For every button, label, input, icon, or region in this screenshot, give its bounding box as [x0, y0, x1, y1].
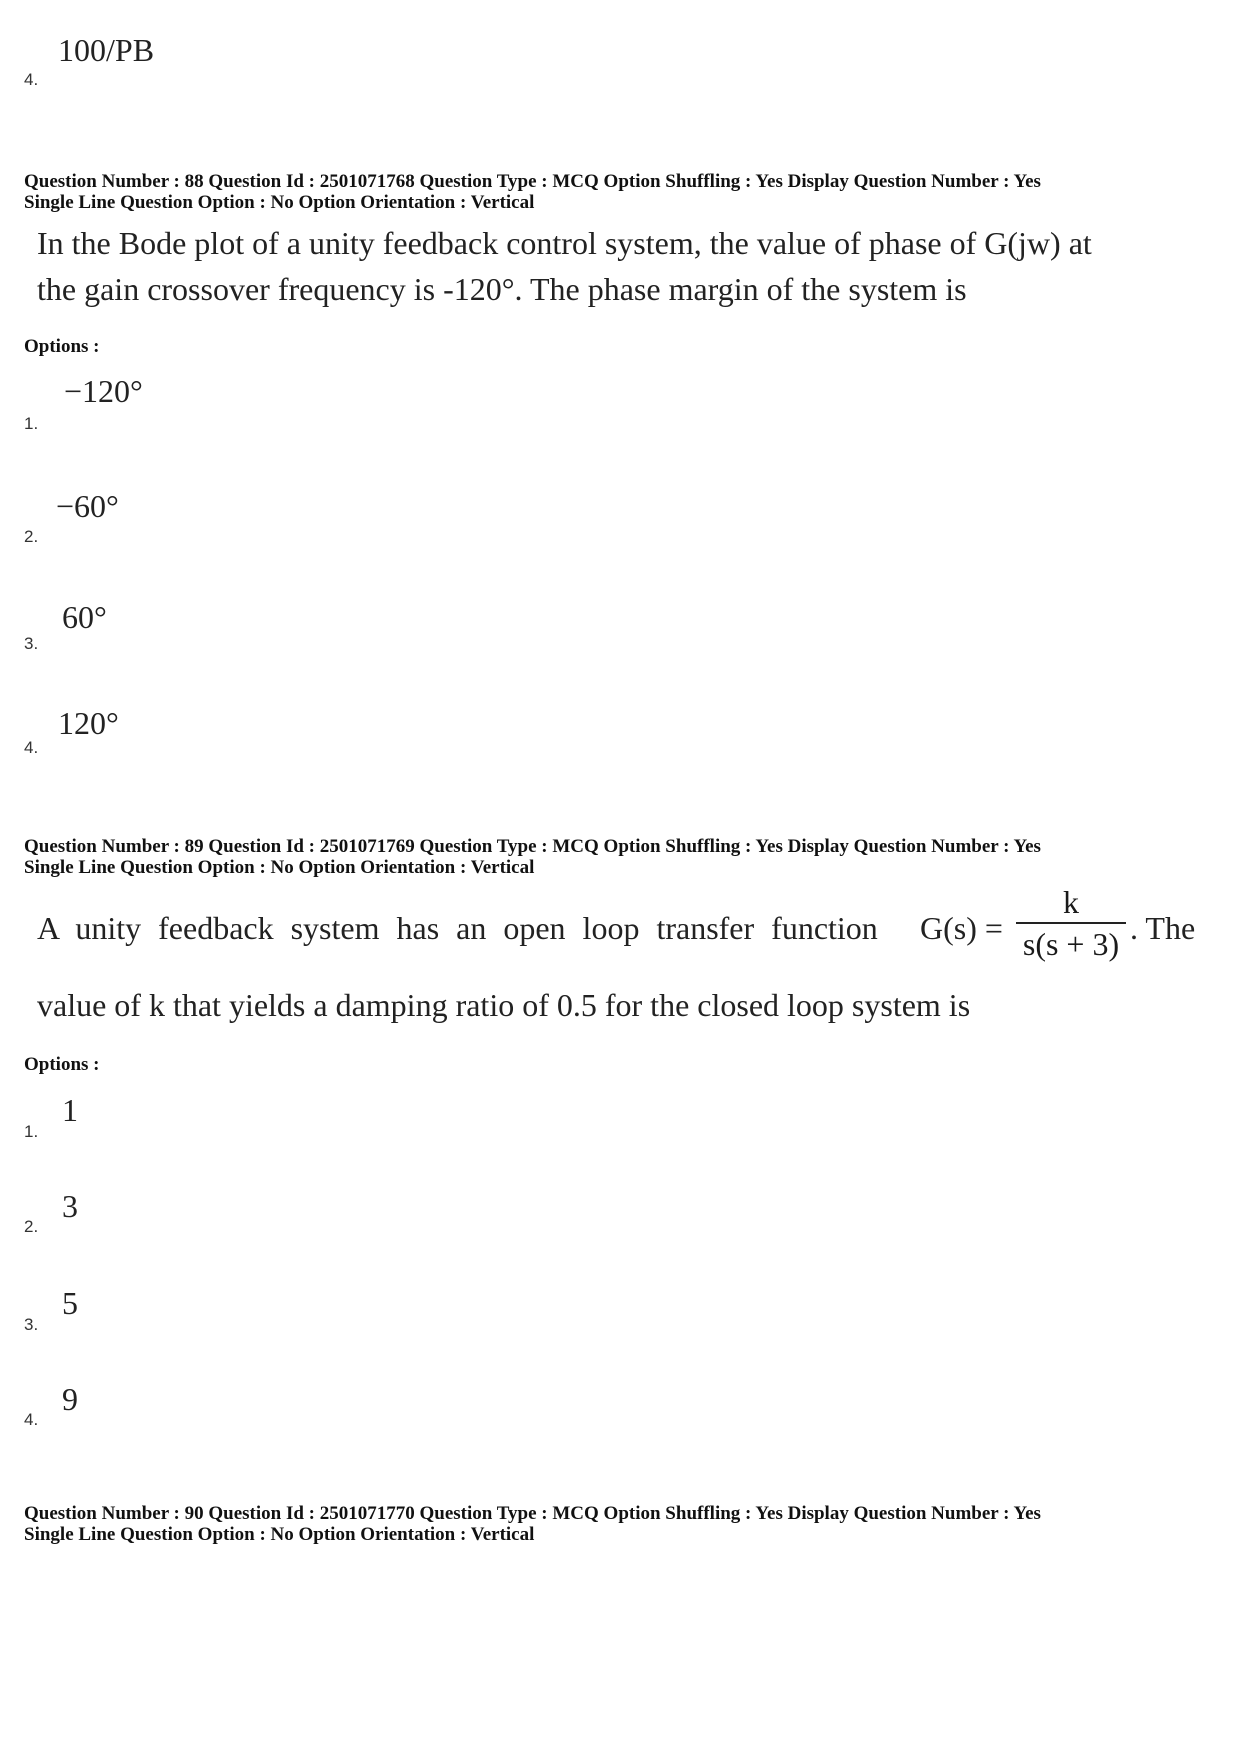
- question-text-line2: the gain crossover frequency is -120°. The phase margin of the system is: [37, 271, 967, 307]
- option-number: 2.: [24, 527, 39, 546]
- option-value: 120°: [58, 705, 119, 741]
- option-number: 3.: [24, 1315, 39, 1334]
- option-number: 2.: [24, 1217, 39, 1236]
- options-label: Options :: [24, 336, 100, 357]
- option-number: 4.: [24, 738, 39, 757]
- option-number: 4.: [24, 70, 39, 89]
- option-number: 1.: [24, 414, 39, 433]
- option-value: −60°: [56, 488, 119, 524]
- question-meta-line1: Question Number : 88 Question Id : 2501071768 Question Type : MCQ Option Shuffling : Yes Display Question Number : Yes: [24, 171, 1041, 192]
- question-text-line1: A unity feedback system has an open loop transfer function: [37, 910, 878, 946]
- formula-lhs: G(s) =: [920, 910, 1003, 946]
- formula-numerator: k: [1063, 884, 1079, 920]
- option-value: −120°: [64, 373, 143, 409]
- option-value: 5: [62, 1285, 78, 1321]
- options-label: Options :: [24, 1054, 100, 1075]
- formula-denominator: s(s + 3): [1022, 926, 1120, 962]
- question-text-suffix: . The: [1130, 910, 1196, 946]
- option-number: 1.: [24, 1122, 39, 1141]
- question-meta-line1: Question Number : 90 Question Id : 2501071770 Question Type : MCQ Option Shuffling : Yes Display Question Number : Yes: [24, 1503, 1041, 1524]
- option-value: 60°: [62, 599, 107, 635]
- option-value: 3: [62, 1188, 78, 1224]
- fraction-bar: [1016, 922, 1126, 924]
- question-text-line1: In the Bode plot of a unity feedback control system, the value of phase of G(jw) at: [37, 225, 1092, 261]
- option-value: 1: [62, 1092, 78, 1128]
- option-value: 9: [62, 1381, 78, 1417]
- option-value: 100/PB: [58, 32, 155, 68]
- question-meta-line2: Single Line Question Option : No Option Orientation : Vertical: [24, 857, 535, 878]
- question-text-line2: value of k that yields a damping ratio of 0.5 for the closed loop system is: [37, 987, 971, 1023]
- option-number: 4.: [24, 1410, 39, 1429]
- question-meta-line1: Question Number : 89 Question Id : 2501071769 Question Type : MCQ Option Shuffling : Yes Display Question Number : Yes: [24, 836, 1041, 857]
- option-number: 3.: [24, 634, 39, 653]
- question-meta-line2: Single Line Question Option : No Option Orientation : Vertical: [24, 1524, 535, 1545]
- question-meta-line2: Single Line Question Option : No Option Orientation : Vertical: [24, 192, 535, 213]
- transfer-function-fraction: [1016, 884, 1126, 962]
